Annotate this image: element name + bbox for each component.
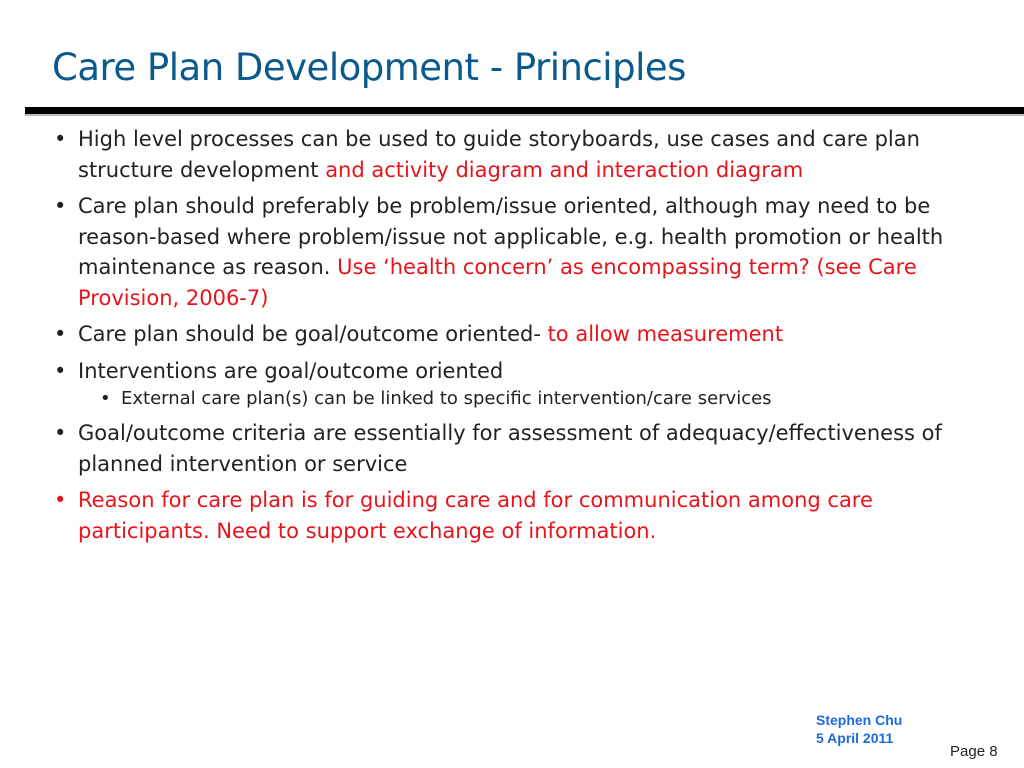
page-number: Page 8: [950, 743, 998, 760]
sub-bullet-item: [52, 386, 1002, 412]
bullet-icon: •: [54, 421, 67, 445]
footer-author-block: [816, 711, 902, 747]
bullet-icon: •: [54, 194, 67, 218]
bullet-list: [52, 124, 1002, 552]
bullet-text: Care plan should preferably be problem/issue oriented, although may need to be reason-based where problem/issue not applicable, e.g. health promotion or health maintenance as reason.: [78, 194, 944, 279]
sub-bullet-icon: •: [100, 388, 111, 409]
bullet-text-highlight: to allow measurement: [547, 322, 784, 346]
bullet-icon: •: [54, 127, 67, 151]
bullet-icon: •: [54, 322, 67, 346]
bullet-item: [52, 485, 1002, 546]
bullet-text: Interventions are goal/outcome oriented: [78, 358, 504, 383]
bullet-item: [52, 319, 1002, 350]
bullet-icon: •: [54, 488, 67, 512]
title-divider-shadow: [25, 114, 1024, 116]
bullet-text: Goal/outcome criteria are essentially for assessment of adequacy/effectiveness of planned intervention or service: [78, 421, 942, 476]
footer-author: Stephen Chu: [816, 712, 903, 728]
bullet-text-highlight: Use ‘health concern’ as encompassing term? (see Care Provision, 2006-7): [78, 255, 917, 310]
bullet-icon: •: [54, 358, 67, 383]
footer-date: 5 April 2011: [816, 730, 894, 746]
bullet-item: [52, 418, 1002, 479]
bullet-text: Care plan should be goal/outcome oriented-: [78, 322, 548, 346]
bullet-text-highlight: Reason for care plan is for guiding care and for communication among care participants. Need to support exchange of information.: [78, 488, 873, 543]
sub-bullet-text: External care plan(s) can be linked to specific intervention/care services: [121, 388, 772, 409]
bullet-text: High level processes can be used to guide storyboards, use cases and care plan structure development: [78, 127, 920, 182]
bullet-item: [52, 124, 1002, 185]
bullet-text-highlight: and activity diagram and interaction diagram: [325, 157, 804, 182]
bullet-item: [52, 356, 1002, 387]
bullet-item: [52, 191, 1002, 313]
slide-title: Care Plan Development - Principles: [52, 46, 686, 89]
title-divider: [25, 107, 1024, 114]
